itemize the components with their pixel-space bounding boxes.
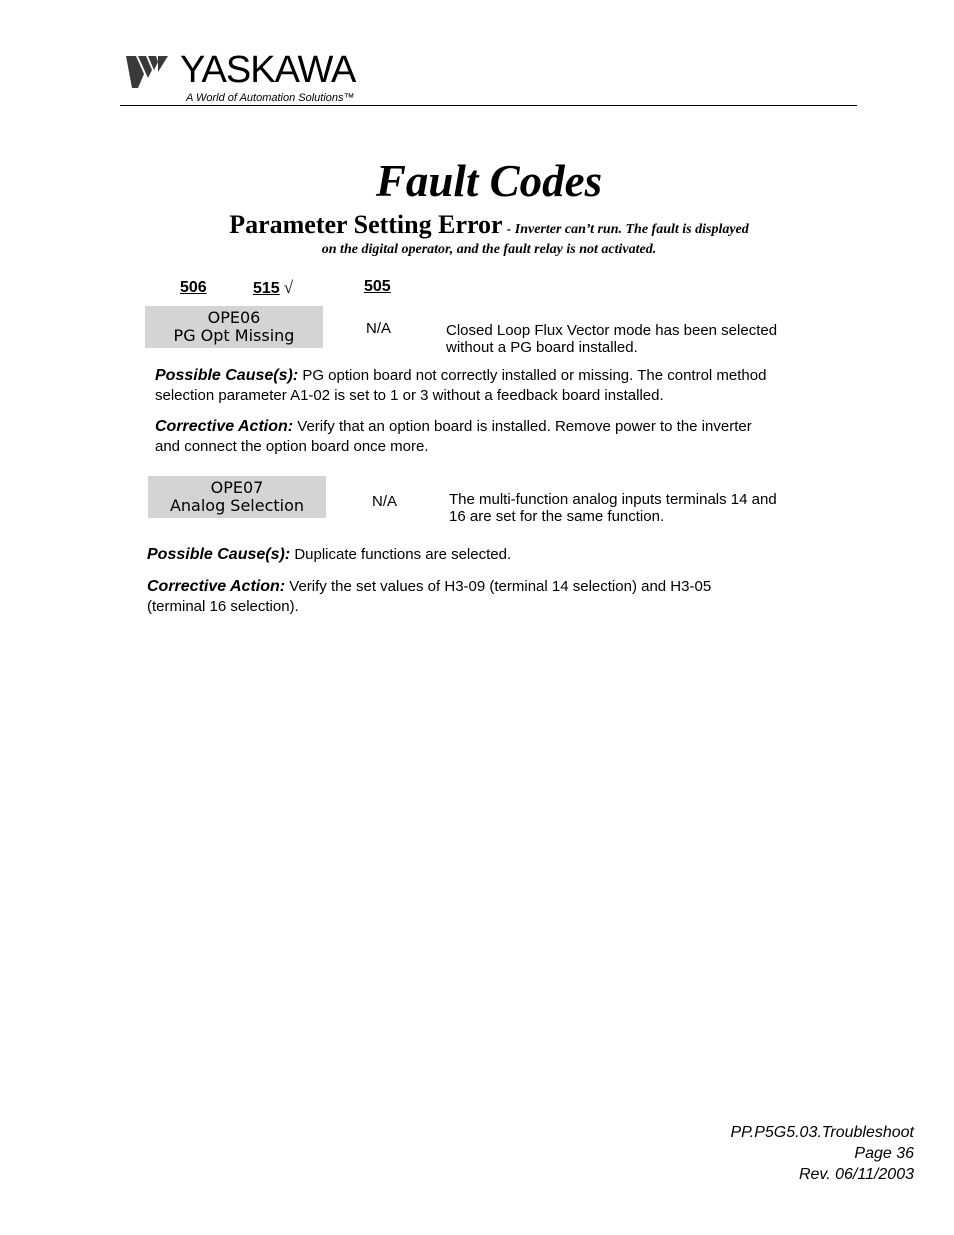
model-code-505: 505 [364,278,391,295]
page-title: Fault Codes [375,156,603,206]
cause-label: Possible Cause(s): [147,546,291,563]
fault-description-line2: 16 are set for the same function. [449,508,665,525]
page-number: Page 36 [854,1145,914,1162]
action-line2: (terminal 16 selection). [147,598,299,615]
fault-description [449,491,777,525]
brand-name: YASKAWA [180,49,356,91]
fault-description-line1: The multi-function analog inputs terminals 14 and [449,491,777,508]
model-code-515: 515 [253,280,280,297]
yaskawa-logo-icon [124,52,176,92]
fault-code: OPE06 [207,308,261,327]
cause-line1: Duplicate functions are selected. [294,546,512,563]
fault-description-line2: without a PG board installed. [446,339,638,356]
section-heading [0,210,954,245]
check-mark-icon: √ [283,278,294,297]
possible-cause [155,366,766,406]
section-note-line1: - Inverter can’t run. The fault is displayed [506,222,749,237]
action-line1: Verify the set values of H3-09 (terminal 14 selection) and H3-05 [289,578,712,595]
action-line1: Verify that an option board is installed. Remove power to the inverter [297,418,752,435]
fault-box-ope07 [148,476,326,518]
action-label: Corrective Action: [155,418,294,435]
cause-line1: PG option board not correctly installed or missing. The control method [302,367,767,384]
header-divider [120,105,857,106]
cause-label: Possible Cause(s): [155,367,299,384]
revision-date: Rev. 06/11/2003 [798,1166,914,1183]
corrective-action [155,417,752,457]
cause-line2: selection parameter A1-02 is set to 1 or 3 without a feedback board installed. [155,387,664,404]
page-footer [730,1122,914,1185]
fault-description-line1: Closed Loop Flux Vector mode has been selected [446,322,778,339]
fault-description [446,322,777,356]
document-id: PP.P5G5.03.Troubleshoot [730,1124,914,1141]
fault-name: PG Opt Missing [173,326,295,345]
brand-tagline: A World of Automation Solutions™ [186,92,355,104]
possible-cause [147,545,511,565]
action-line2: and connect the option board once more. [155,438,429,455]
fault-value: N/A [366,320,392,337]
model-code-506: 506 [180,279,207,296]
fault-name: Analog Selection [169,496,305,515]
action-label: Corrective Action: [147,578,286,595]
fault-code: OPE07 [210,478,264,497]
fault-box-ope06 [145,306,323,348]
model-code-515-group [253,278,293,299]
corrective-action [147,577,711,617]
fault-value: N/A [372,493,398,510]
section-note-line2: on the digital operator, and the fault relay is not activated. [321,242,657,257]
section-title: Parameter Setting Error [229,210,503,239]
